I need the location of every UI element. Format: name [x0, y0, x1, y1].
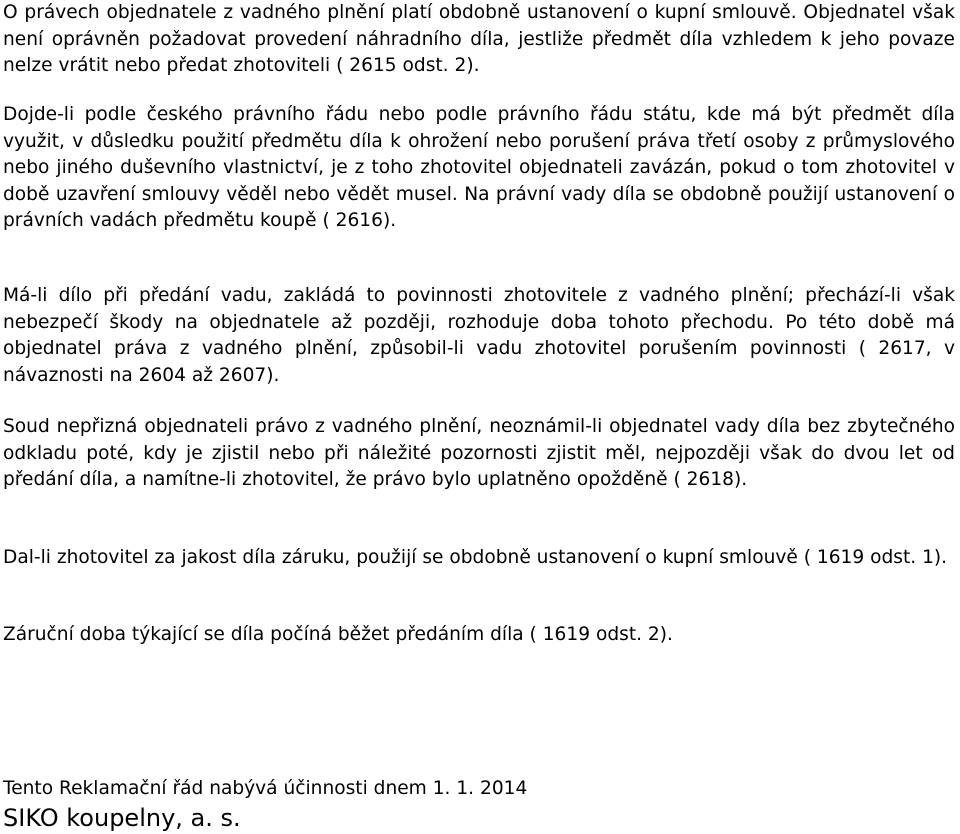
paragraph-defect-at-handover: Má-li dílo při předání vadu, zakládá to povinnosti zhotovitele z vadného plnění; přechází-li však nebezpečí škody na objednatele až později, rozhoduje doba tohoto přechodu. Po této době má objednatel práva z vadného plnění, způsobil-li vadu zhotovitel porušením povinnosti ( 2617, v návaznosti na 2604 až 2607).	[3, 285, 955, 386]
paragraph-court-notification: Soud nepřizná objednateli právo z vadného plnění, neoznámil-li objednatel vady díla bez zbytečného odkladu poté, kdy je zjistil nebo při náležité pozornosti zjistit měl, nejpozději však do dvou let od předání díla, a namítne-li zhotovitel, že právo bylo uplatněno opožděně ( 2618).	[3, 416, 955, 490]
effective-date-line: Tento Reklamační řád nabývá účinnosti dnem 1. 1. 2014	[3, 778, 528, 799]
paragraph-warranty: Dal-li zhotovitel za jakost díla záruku, použijí se obdobně ustanovení o kupní smlouvě ( 1619 odst. 1).	[3, 547, 948, 568]
company-name: SIKO koupelny, a. s.	[3, 804, 241, 832]
paragraph-warranty-period: Záruční doba týkající se díla počíná běžet předáním díla ( 1619 odst. 2).	[3, 624, 673, 645]
paragraph-legal-defects: Dojde-li podle českého právního řádu nebo podle právního řádu státu, kde má být předmět díla využit, v důsledku použití předmětu díla k ohrožení nebo porušení práva třetí osoby z průmyslového nebo jiného duševního vlastnictví, je z toho zhotovitel objednateli zavázán, pokud o tom zhotovitel v době uzavření smlouvy věděl nebo vědět musel. Na právní vady díla se obdobně použijí ustanovení o právních vadách předmětu koupě ( 2616).	[3, 104, 955, 231]
paragraph-rights-from-defective-performance: O právech objednatele z vadného plnění platí obdobně ustanovení o kupní smlouvě. Objednatel však není oprávněn požadovat provedení náhradního díla, jestliže předmět díla vzhledem k jeho povaze nelze vrátit nebo předat zhotoviteli ( 2615 odst. 2).	[3, 2, 955, 76]
